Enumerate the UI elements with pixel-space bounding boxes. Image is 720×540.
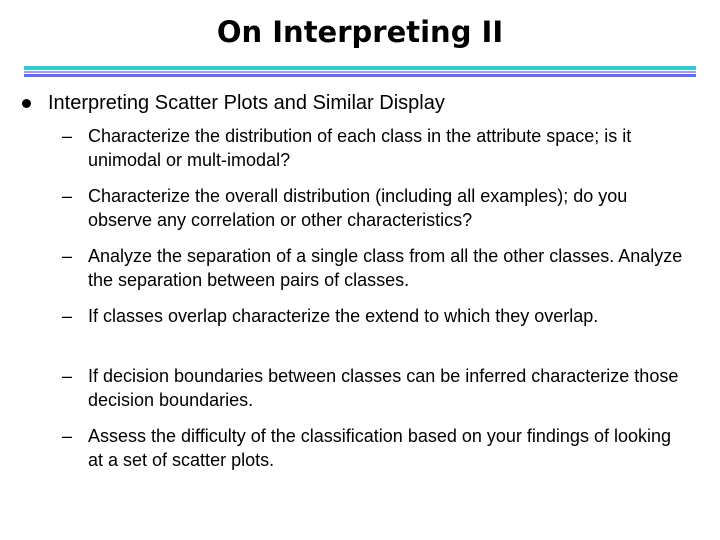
main-bullet-text: Interpreting Scatter Plots and Similar Display (48, 92, 445, 114)
sub-bullet-text: If decision boundaries between classes can be inferred characterize those decision boundaries. (88, 366, 679, 410)
sub-bullet-2 (62, 184, 692, 232)
sub-bullet-text: If classes overlap characterize the extend to which they overlap. (88, 306, 599, 326)
sub-bullet-6 (62, 424, 692, 472)
sub-bullet-4 (62, 304, 692, 328)
dash-icon: – (62, 186, 73, 206)
title-underline-lavender (24, 71, 696, 73)
slide-title: On Interpreting II (216, 15, 504, 49)
sub-bullet-1 (62, 124, 692, 172)
sub-bullet-text: Characterize the distribution of each class in the attribute space; is it unimodal or mult-imodal? (88, 126, 632, 170)
sub-bullet-5 (62, 364, 692, 412)
title-underline-teal (24, 66, 696, 70)
sub-bullet-text: Characterize the overall distribution (including all examples); do you observe any correlation or other characteristics? (88, 186, 628, 230)
dash-icon: – (62, 306, 73, 326)
sub-bullet-3 (62, 244, 692, 292)
bullet-dot-icon (22, 99, 31, 108)
title-underline-blue (24, 74, 696, 77)
dash-icon: – (62, 126, 73, 146)
dash-icon: – (62, 366, 73, 386)
main-bullet (22, 90, 702, 116)
sub-bullet-text: Analyze the separation of a single class from all the other classes. Analyze the separation between pairs of classes. (88, 246, 683, 290)
dash-icon: – (62, 426, 73, 446)
dash-icon: – (62, 246, 73, 266)
sub-bullet-text: Assess the difficulty of the classification based on your findings of looking at a set of scatter plots. (88, 426, 671, 470)
